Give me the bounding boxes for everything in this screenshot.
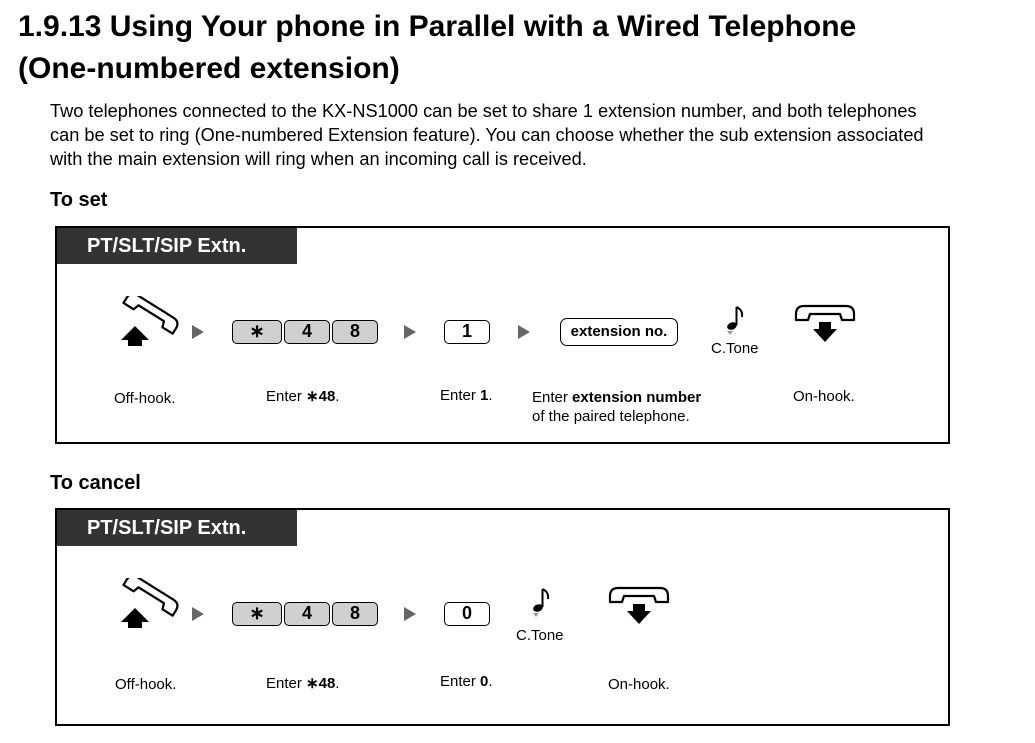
caption-on-hook: On-hook. [793,388,855,405]
to-set-heading: To set [50,189,108,211]
to-set-box-label: PT/SLT/SIP Extn. [57,228,297,264]
caption-enter-0: Enter 0. [440,673,493,690]
off-hook-icon [112,296,182,348]
title-line-1: 1.9.13 Using Your phone in Parallel with a Wired Telephone [18,10,857,43]
caption-off-hook: Off-hook. [115,676,177,693]
step-arrow [192,607,204,621]
key-4: 4 [284,320,330,344]
key-8: 8 [332,602,378,626]
key-0: 0 [444,602,490,626]
extension-no-key: extension no. [560,318,678,346]
intro-paragraph [50,99,1025,171]
title-line-2: (One-numbered extension) [18,52,400,85]
intro-line-3: with the main extension will ring when an incoming call is received. [50,149,587,169]
confirmation-tone-icon [725,304,747,336]
key-4: 4 [284,602,330,626]
intro-line-2: can be set to ring (One-numbered Extension feature). You can choose whether the sub extension associated [50,125,924,145]
to-cancel-heading: To cancel [50,472,141,494]
on-hook-icon [792,300,858,344]
step-arrow [518,325,530,339]
c-tone-label: C.Tone [516,627,564,644]
to-set-procedure-box [55,226,950,444]
to-cancel-procedure-box [55,508,950,726]
confirmation-tone-icon [531,586,553,618]
step-arrow [192,325,204,339]
caption-on-hook: On-hook. [608,676,670,693]
caption-enter-1: Enter 1. [440,387,493,404]
intro-line-1: Two telephones connected to the KX-NS1000 can be set to share 1 extension number, and both telephones [50,101,917,121]
to-cancel-box-label: PT/SLT/SIP Extn. [57,510,297,546]
key-star: ∗ [232,320,282,344]
c-tone-label: C.Tone [711,340,759,357]
caption-enter-extension: Enter extension number of the paired telephone. [532,389,702,425]
caption-enter-code: Enter ∗48. [266,675,340,692]
step-arrow [404,325,416,339]
caption-enter-code: Enter ∗48. [266,388,340,405]
key-star: ∗ [232,602,282,626]
step-arrow [404,607,416,621]
section-title [18,6,1018,90]
on-hook-icon [606,582,672,626]
key-8: 8 [332,320,378,344]
off-hook-icon [112,578,182,630]
key-1: 1 [444,320,490,344]
caption-off-hook: Off-hook. [114,390,176,407]
